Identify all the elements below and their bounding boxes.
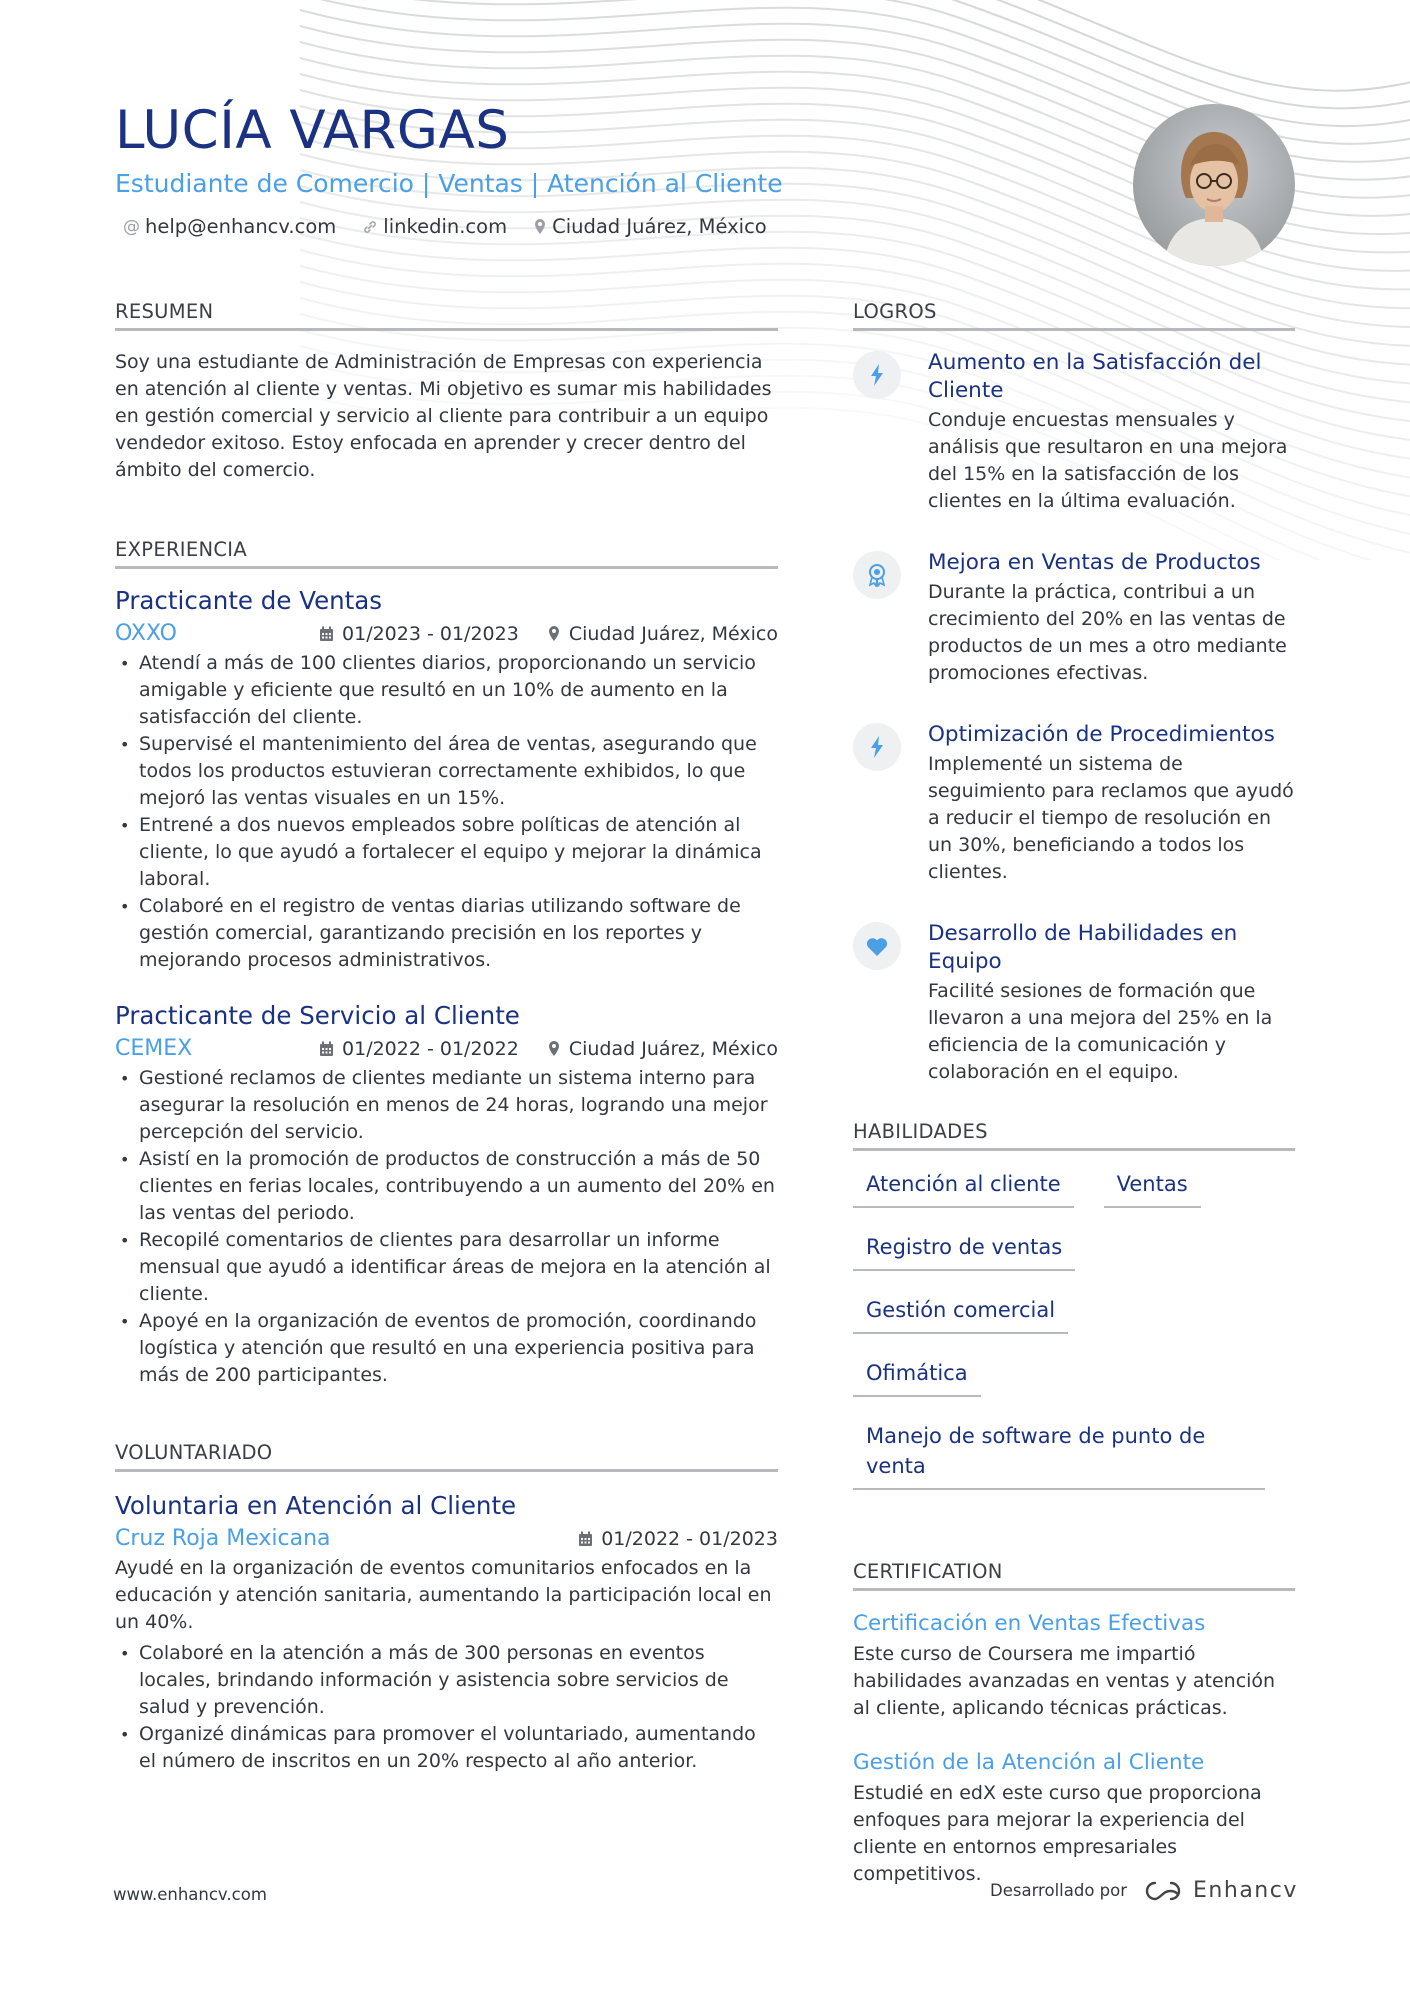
bullet-list	[115, 1640, 778, 1775]
location-pin-icon	[533, 218, 547, 235]
achievement-desc: Conduje encuestas mensuales y análisis que resultaron en una mejora del 15% en la satisfacción de los clientes en la última evaluación.	[928, 409, 1288, 512]
section-title-volunteer: VOLUNTARIADO	[115, 1441, 778, 1472]
role-meta	[115, 621, 778, 646]
skills-section	[853, 1120, 1295, 1514]
achievement-desc: Durante la práctica, contribui a un crecimiento del 20% en las ventas de productos de un mes a otro mediante promociones efectivas.	[928, 581, 1287, 684]
date-range: 01/2023 - 01/2023	[319, 623, 519, 645]
left-column	[115, 300, 778, 1775]
role-title: Practicante de Ventas	[115, 586, 383, 615]
calendar-icon	[578, 1531, 593, 1547]
at-icon: @	[123, 216, 140, 237]
skill-tag: Manejo de software de punto de venta	[853, 1421, 1265, 1490]
wave-line	[300, 0, 1410, 91]
role-meta	[115, 1526, 778, 1551]
achievement-title: Aumento en la Satisfacción del Cliente	[928, 350, 1262, 403]
resume-header	[115, 100, 1095, 238]
achievements-section	[853, 300, 1295, 1086]
list-item: • Colaboré en el registro de ventas diarias utilizando software de gestión comercial, garantizando precisión en los reportes y mejorando procesos administrativos.	[115, 893, 778, 974]
contact-linkedin[interactable]: linkedin.com	[362, 215, 507, 238]
achievement-title: Desarrollo de Habilidades en Equipo	[928, 921, 1238, 974]
list-item: • Gestioné reclamos de clientes mediante un sistema interno para asegurar la resolución en menos de 24 horas, logrando una mejor percepción del servicio.	[115, 1065, 778, 1146]
certification-item	[853, 1748, 1295, 1888]
volunteer-section	[115, 1441, 778, 1775]
skill-tag: Ventas	[1104, 1169, 1201, 1208]
skill-tag: Gestión comercial	[853, 1295, 1068, 1334]
role-title: Voluntaria en Atención al Cliente	[115, 1491, 517, 1520]
contact-email[interactable]: @ help@enhancv.com	[123, 215, 337, 238]
certification-title: Certificación en Ventas Efectivas	[853, 1611, 1206, 1636]
achievement-desc: Facilité sesiones de formación que llevaron a una mejora del 25% en la eficiencia de la comunicación y colaboración en el equipo.	[928, 980, 1273, 1083]
job-location: Ciudad Juárez, México	[547, 1038, 778, 1060]
location-pin-icon	[547, 625, 561, 642]
lightning-bolt-icon	[853, 351, 901, 399]
certification-section	[853, 1560, 1295, 1888]
experience-item	[115, 585, 778, 974]
achievement-desc: Implementé un sistema de seguimiento para reclamos que ayudó a reducir el tiempo de resolución en un 30%, beneficiando a todos los clientes.	[928, 753, 1294, 883]
list-item: • Asistí en la promoción de productos de construcción a más de 50 clientes en ferias locales, contribuyendo a un aumento del 20% en las ventas del periodo.	[115, 1146, 778, 1227]
summary-text: Soy una estudiante de Administración de Empresas con experiencia en atención al cliente y ventas. Mi objetivo es sumar mis habilidades en gestión comercial y servicio al cliente para contribuir a un equipo vendedor exitoso. Estoy enfocada en aprender y crecer dentro del ámbito del comercio.	[115, 351, 772, 481]
footer-website[interactable]: www.enhancv.com	[113, 1885, 267, 1904]
candidate-tagline: Estudiante de Comercio | Ventas | Atención al Cliente	[115, 169, 783, 198]
section-title-certification: CERTIFICATION	[853, 1560, 1295, 1591]
date-range: 01/2022 - 01/2023	[578, 1528, 778, 1550]
lightning-bolt-icon	[853, 723, 901, 771]
award-ribbon-icon	[853, 551, 901, 599]
footer-branding	[990, 1878, 1298, 1903]
list-item: • Colaboré en la atención a más de 300 personas en eventos locales, brindando información y asistencia sobre servicios de salud y prevención.	[115, 1640, 778, 1721]
achievement-item	[853, 920, 1295, 1086]
link-icon	[362, 219, 378, 235]
achievement-item	[853, 549, 1295, 687]
bullet-list	[115, 1065, 778, 1389]
list-item: • Organizé dinámicas para promover el voluntariado, aumentando el número de inscritos en un 20% respecto al año anterior.	[115, 1721, 778, 1775]
role-title: Practicante de Servicio al Cliente	[115, 1001, 520, 1030]
brand-name: Enhancv	[1193, 1878, 1298, 1903]
role-meta	[115, 1036, 778, 1061]
date-range: 01/2022 - 01/2022	[319, 1038, 519, 1060]
job-location: Ciudad Juárez, México	[547, 623, 778, 645]
heart-icon	[853, 922, 901, 970]
list-item: • Apoyé en la organización de eventos de promoción, coordinando logística y atención que resultó en una experiencia positiva para más de 200 participantes.	[115, 1308, 778, 1389]
contact-list	[123, 215, 1095, 238]
experience-item	[115, 1000, 778, 1389]
certification-desc: Estudié en edX este curso que proporciona enfoques para mejorar la experiencia del cliente en entornos empresariales competitivos.	[853, 1782, 1262, 1885]
skill-tag: Atención al cliente	[853, 1169, 1074, 1208]
location-pin-icon	[547, 1040, 561, 1057]
achievement-item	[853, 349, 1295, 515]
candidate-name: LUCÍA VARGAS	[115, 100, 510, 161]
section-title-summary: RESUMEN	[115, 300, 778, 331]
achievement-title: Optimización de Procedimientos	[928, 722, 1275, 747]
certification-item	[853, 1609, 1295, 1722]
achievement-title: Mejora en Ventas de Productos	[928, 550, 1261, 575]
skill-list	[853, 1169, 1295, 1514]
right-column	[853, 300, 1295, 1888]
company-name: OXXO	[115, 621, 177, 646]
wave-line	[300, 0, 1410, 108]
list-item: • Atendí a más de 100 clientes diarios, proporcionando un servicio amigable y eficiente que resultó en un 10% de aumento en la satisfacción del cliente.	[115, 650, 778, 731]
powered-by-label: Desarrollado por	[990, 1881, 1128, 1900]
section-title-achievements: LOGROS	[853, 300, 1295, 331]
summary-section	[115, 300, 778, 484]
skill-tag: Registro de ventas	[853, 1232, 1075, 1271]
list-item: • Recopilé comentarios de clientes para desarrollar un informe mensual que ayudó a identificar áreas de mejora en la atención al cliente.	[115, 1227, 778, 1308]
calendar-icon	[319, 1041, 334, 1057]
list-item: • Entrené a dos nuevos empleados sobre políticas de atención al cliente, lo que ayudó a fortalecer el equipo y mejorar la dinámica laboral.	[115, 812, 778, 893]
bullet-list	[115, 650, 778, 974]
section-title-skills: HABILIDADES	[853, 1120, 1295, 1151]
enhancv-logo-icon	[1141, 1879, 1185, 1903]
volunteer-description: Ayudé en la organización de eventos comunitarios enfocados en la educación y atención sanitaria, aumentando la participación local en un 40%.	[115, 1557, 772, 1633]
certification-title: Gestión de la Atención al Cliente	[853, 1750, 1205, 1775]
contact-location: Ciudad Juárez, México	[533, 215, 767, 238]
achievement-item	[853, 721, 1295, 886]
calendar-icon	[319, 626, 334, 642]
organization-name: Cruz Roja Mexicana	[115, 1526, 331, 1551]
skill-tag: Ofimática	[853, 1358, 981, 1397]
certification-desc: Este curso de Coursera me impartió habilidades avanzadas en ventas y atención al cliente, aplicando técnicas prácticas.	[853, 1643, 1276, 1719]
profile-photo	[1133, 104, 1295, 266]
company-name: CEMEX	[115, 1036, 193, 1061]
experience-section	[115, 538, 778, 1389]
section-title-experience: EXPERIENCIA	[115, 538, 778, 569]
list-item: • Supervisé el mantenimiento del área de ventas, asegurando que todos los productos estuvieran correctamente exhibidos, lo que mejoró las ventas visuales en un 15%.	[115, 731, 778, 812]
